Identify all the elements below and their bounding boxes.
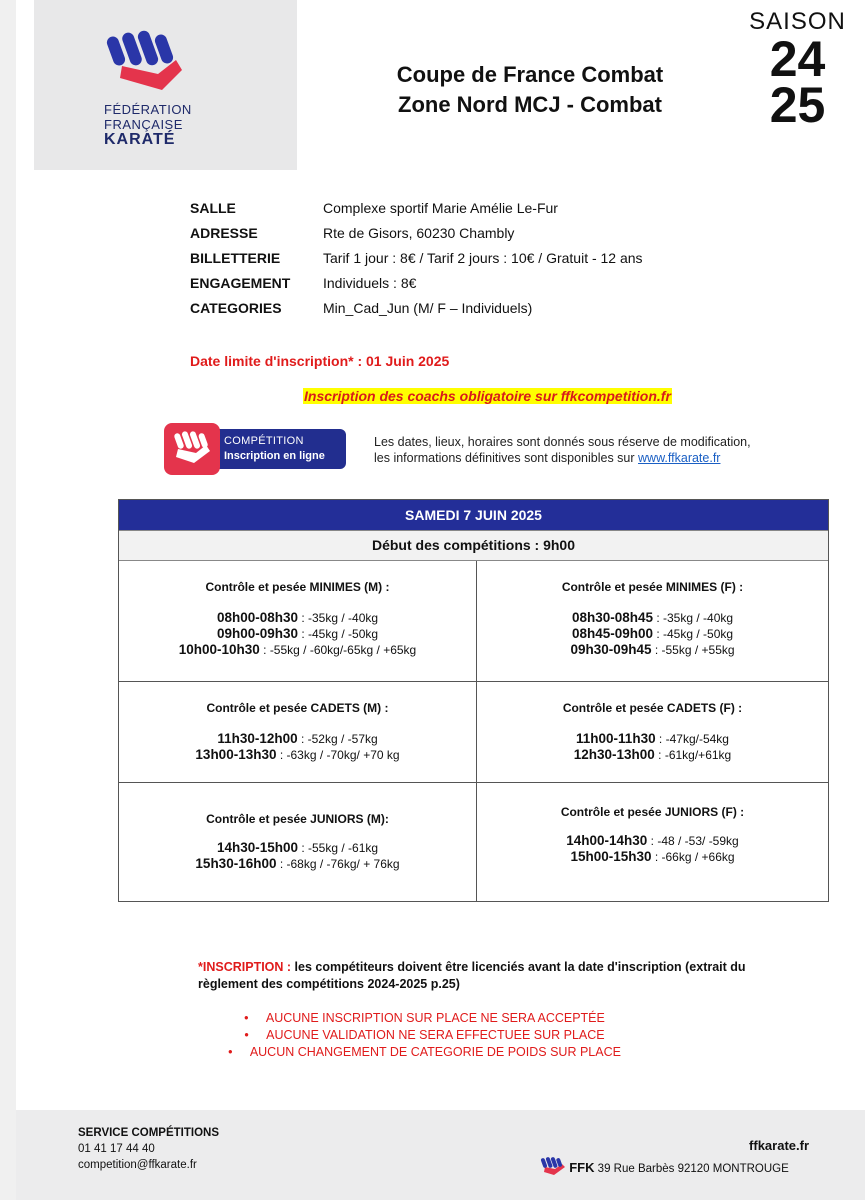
schedule-cell: Contrôle et pesée JUNIORS (M): 14h30-15h00 : -55kg / -61kg 15h30-16h00 : -68kg / -76kg/ + 76kg — [195, 812, 400, 871]
divider — [119, 681, 828, 682]
schedule-day: SAMEDI 7 JUIN 2025 — [119, 500, 828, 530]
ffk-logo-icon — [538, 1156, 566, 1176]
disclaimer-note: Les dates, lieux, horaires sont donnés sous réserve de modification, les informations définitives sont disponibles sur www.ffkarate.fr — [374, 435, 751, 465]
schedule-cell: Contrôle et pesée MINIMES (M) : 08h00-08h30 : -35kg / -40kg 09h00-09h30 : -45kg / -50kg 10h00-10h30 : -55kg / -60kg/-65kg / +65kg — [178, 580, 417, 657]
info-row: CATEGORIES Min_Cad_Jun (M/ F – Individuels) — [190, 300, 533, 316]
online-registration-badge[interactable]: COMPÉTITION Inscription en ligne — [164, 423, 346, 475]
schedule-cell: Contrôle et pesée CADETS (F) : 11h00-11h30 : -47kg/-54kg 12h30-13h00 : -61kg/+61kg — [562, 701, 743, 762]
ffkarate-link[interactable]: www.ffkarate.fr — [638, 451, 721, 465]
address: FFK 39 Rue Barbès 92120 MONTROUGE — [538, 1156, 789, 1176]
contact-block: SERVICE COMPÉTITIONS 01 41 17 44 40 competition@ffkarate.fr — [78, 1127, 220, 1171]
schedule-table — [118, 499, 829, 902]
schedule-cell: Contrôle et pesée MINIMES (F) : 08h30-08h45 : -35kg / -40kg 08h45-09h00 : -45kg / -50kg 09h30-09h45 : -55kg / +55kg — [561, 580, 744, 657]
rules-list — [0, 1010, 849, 1061]
registration-footnote: *INSCRIPTION : les compétiteurs doivent être licenciés avant la date d'inscription (extrait du règlement des compétitions 2024-2025 p.25) — [198, 960, 746, 991]
info-row: BILLETTERIE Tarif 1 jour : 8€ / Tarif 2 jours : 10€ / Gratuit - 12 ans — [190, 250, 643, 266]
site-link[interactable]: ffkarate.fr — [749, 1138, 809, 1153]
ffk-karate-logo-icon — [92, 30, 184, 90]
coach-notice: Inscription des coachs obligatoire sur ffkcompetition.fr — [304, 388, 671, 404]
registration-deadline: Date limite d'inscription* : 01 Juin 2025 — [190, 353, 450, 369]
schedule-cell: Contrôle et pesée CADETS (M) : 11h30-12h00 : -52kg / -57kg 13h00-13h30 : -63kg / -70kg/ +70 kg — [195, 701, 400, 762]
competition-icon — [164, 423, 220, 475]
season-label: SAISON 24 25 — [749, 8, 846, 133]
email-link[interactable]: competition@ffkarate.fr — [78, 1159, 197, 1171]
federation-name: FÉDÉRATION FRANÇAISE KARATÉ — [104, 102, 192, 148]
schedule-cell: Contrôle et pesée JUNIORS (F) : 14h00-14h30 : -48 / -53/ -59kg 15h00-15h30 : -66kg / +66kg — [560, 805, 745, 864]
event-info — [190, 200, 643, 325]
schedule-start: Début des compétitions : 9h00 — [119, 530, 828, 561]
list-item: • AUCUNE VALIDATION NE SERA EFFECTUEE SUR PLACE — [244, 1028, 605, 1042]
footer — [16, 1110, 865, 1200]
divider — [119, 782, 828, 783]
list-item: • AUCUNE INSCRIPTION SUR PLACE NE SERA ACCEPTÉE — [244, 1011, 605, 1025]
list-item: • AUCUN CHANGEMENT DE CATEGORIE DE POIDS SUR PLACE — [228, 1045, 621, 1059]
info-row: ADRESSE Rte de Gisors, 60230 Chambly — [190, 225, 515, 241]
info-row: ENGAGEMENT Individuels : 8€ — [190, 275, 417, 291]
info-row: SALLE Complexe sportif Marie Amélie Le-Fur — [190, 200, 558, 216]
page-title: Coupe de France Combat Zone Nord MCJ - Combat — [396, 62, 664, 117]
